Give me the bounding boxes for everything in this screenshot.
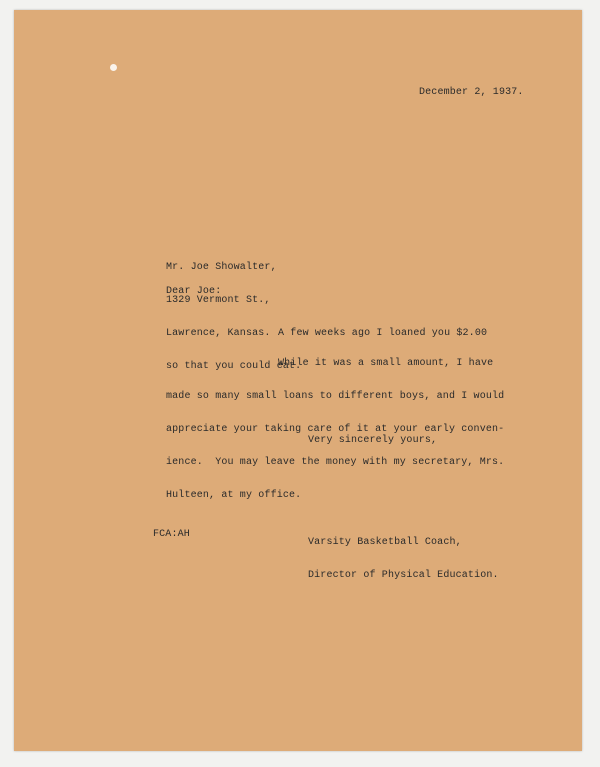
paragraph-2-line-3: appreciate your taking care of it at your early conven- — [166, 424, 505, 435]
initials: FCA:AH — [153, 529, 190, 540]
closing: Very sincerely yours, — [308, 435, 438, 446]
salutation: Dear Joe: — [166, 286, 222, 297]
paragraph-2-line-5: Hulteen, at my office. — [166, 490, 302, 501]
recipient-city: Lawrence, Kansas. — [166, 328, 271, 339]
letter-page — [14, 10, 582, 751]
signature-title-1: Varsity Basketball Coach, — [308, 537, 462, 548]
paragraph-1-line-1: A few weeks ago I loaned you $2.00 — [278, 328, 488, 339]
paragraph-2-line-1: While it was a small amount, I have — [278, 358, 494, 369]
paragraph-2-line-4: ience. You may leave the money with my secretary, Mrs. — [166, 457, 505, 468]
letter-date: December 2, 1937. — [419, 87, 524, 98]
signature-block — [308, 515, 499, 603]
recipient-street: 1329 Vermont St., — [166, 295, 271, 306]
paragraph-1-line-2: so that you could eat. — [166, 361, 302, 372]
signature-title-2: Director of Physical Education. — [308, 570, 499, 581]
paper-punch-hole — [110, 64, 117, 71]
recipient-name: Mr. Joe Showalter, — [166, 262, 277, 273]
paragraph-2-line-2: made so many small loans to different boys, and I would — [166, 391, 505, 402]
paragraph-2 — [166, 336, 504, 523]
